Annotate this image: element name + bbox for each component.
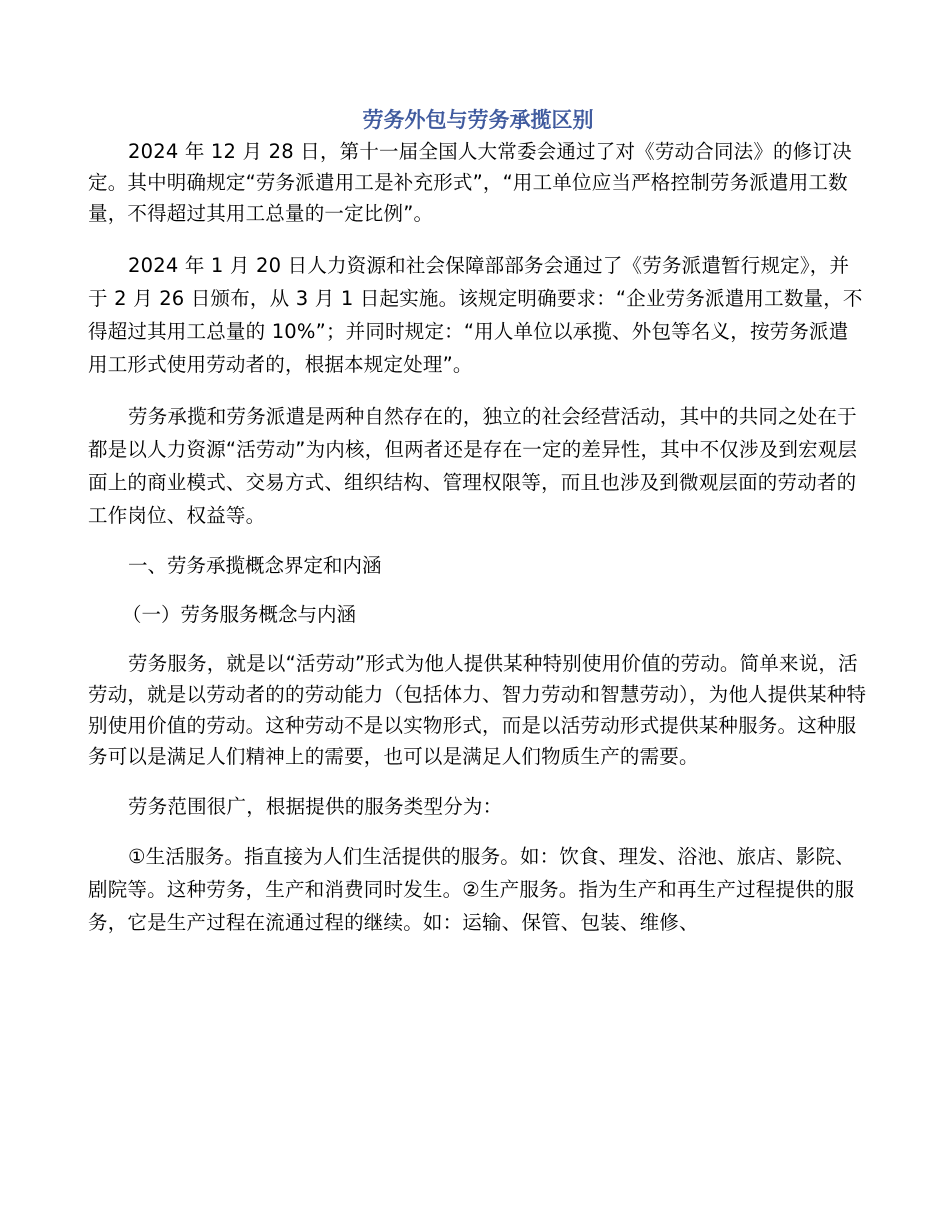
paragraph-service-types: ①生活服务。指直接为人们生活提供的服务。如：饮食、理发、浴池、旅店、影院、剧院等。这种劳务，生产和消费同时发生。②生产服务。指为生产和再生产过程提供的服务，它是生产过程在流通过程的继续。如：运输、保管、包装、维修、 [88, 845, 855, 934]
document-page [88, 104, 868, 939]
subsection-heading: （一）劳务服务概念与内涵 [122, 603, 357, 626]
paragraph-service-scope: 劳务范围很广，根据提供的服务类型分为： [128, 795, 503, 818]
paragraph-labor-contract-law: 2024 年 12 月 28 日，第十一届全国人大常委会通过了对《劳动合同法》的修订决定。其中明确规定“劳务派遣用工是补充形式”，“用工单位应当严格控制劳务派遣用工数量，不得超过其用工总量的一定比例”。 [88, 140, 852, 225]
document-title: 劳务外包与劳务承揽区别 [362, 108, 594, 132]
paragraph-contracting-vs-dispatch: 劳务承揽和劳务派遣是两种自然存在的，独立的社会经营活动，其中的共同之处在于都是以人力资源“活劳动”为内核，但两者还是存在一定的差异性，其中不仅涉及到宏观层面上的商业模式、交易方式、组织结构、管理权限等，而且也涉及到微观层面的劳动者的工作岗位、权益等。 [88, 405, 858, 527]
section-heading: 一、劳务承揽概念界定和内涵 [128, 554, 382, 577]
paragraph-dispatch-regulation: 2024 年 1 月 20 日人力资源和社会保障部部务会通过了《劳务派遣暂行规定》，并于 2 月 26 日颁布，从 3 月 1 日起实施。该规定明确要求：“企业劳务派遣用工数量，不得超过其用工总量的 10%”；并同时规定：“用人单位以承揽、外包等名义，按劳务派遣用工形式使用劳动者的，根据本规定处理”。 [88, 254, 863, 376]
paragraph-labor-service: 劳务服务，就是以“活劳动”形式为他人提供某种特别使用价值的劳动。简单来说，活劳动，就是以劳动者的的劳动能力（包括体力、智力劳动和智慧劳动），为他人提供某种特别使用价值的劳动。这种劳动不是以实物形式，而是以活劳动形式提供某种服务。这种服务可以是满足人们精神上的需要，也可以是满足人们物质生产的需要。 [88, 652, 867, 768]
